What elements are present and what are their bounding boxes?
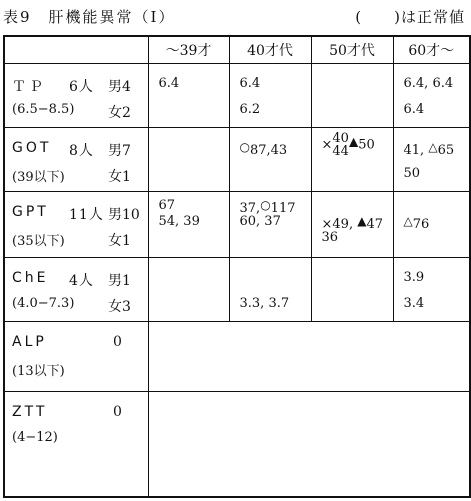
cell-gpt-under-39 bbox=[148, 192, 229, 258]
cell-che-60-plus bbox=[393, 258, 470, 322]
cross-marker-icon: × bbox=[321, 217, 333, 232]
circle-marker-icon: ○ bbox=[260, 198, 271, 212]
item-count: 6人 bbox=[69, 79, 94, 95]
cell-value: 54, 39 bbox=[158, 214, 200, 229]
cell-gpt-40s bbox=[229, 192, 311, 258]
cell-che-50s bbox=[311, 258, 393, 322]
cell-value: 65 bbox=[437, 143, 455, 158]
cell-tp-40s bbox=[229, 64, 311, 128]
item-name: ＴＰ bbox=[12, 79, 46, 95]
cell-value: 6.4, 6.4 bbox=[403, 76, 454, 91]
cell-ztt-empty bbox=[148, 392, 470, 498]
stacked-values bbox=[332, 132, 349, 158]
table-row-tp bbox=[4, 64, 470, 128]
liver-function-table bbox=[3, 35, 471, 498]
item-count: 0 bbox=[113, 404, 122, 420]
male-count: 男4 bbox=[108, 79, 131, 95]
cell-value: 67 bbox=[158, 198, 176, 213]
normal-range: (35以下) bbox=[12, 234, 65, 249]
cell-value: 50 bbox=[358, 137, 375, 153]
female-count: 女1 bbox=[108, 169, 131, 185]
cell-gpt-60-plus bbox=[393, 192, 470, 258]
cell-value: 40 bbox=[332, 131, 349, 146]
col-header-60-plus: 60才〜 bbox=[393, 36, 470, 64]
row-label-ztt bbox=[4, 392, 148, 498]
item-count: 8人 bbox=[69, 143, 94, 159]
cell-value-line bbox=[404, 140, 455, 158]
triangle-filled-marker-icon: ▲ bbox=[348, 134, 359, 149]
row-label-che bbox=[4, 258, 148, 322]
male-count: 男1 bbox=[108, 273, 131, 289]
item-name: GOT bbox=[12, 140, 52, 156]
cell-che-under-39 bbox=[148, 258, 229, 322]
cell-value-line bbox=[322, 132, 375, 158]
circle-marker-icon: ○ bbox=[239, 140, 250, 154]
female-count: 女3 bbox=[108, 299, 131, 315]
male-count: 男10 bbox=[108, 207, 140, 223]
cell-value: 60, 37 bbox=[239, 214, 281, 229]
cross-marker-icon: × bbox=[321, 137, 333, 153]
cell-value: 47 bbox=[366, 217, 384, 232]
normal-range: (39以下) bbox=[12, 170, 65, 185]
table-row-alp bbox=[4, 322, 470, 392]
cell-value: 6.4 bbox=[403, 102, 425, 117]
col-header-under-39: 〜39才 bbox=[148, 36, 229, 64]
cell-value: 3.4 bbox=[403, 296, 425, 311]
triangle-outline-marker-icon: △ bbox=[403, 214, 413, 228]
cell-tp-60-plus bbox=[393, 64, 470, 128]
item-name: ChE bbox=[12, 270, 49, 286]
triangle-outline-marker-icon: △ bbox=[428, 140, 438, 154]
cell-value: 6.4 bbox=[239, 76, 261, 91]
cell-value: 117 bbox=[270, 201, 296, 216]
cell-tp-50s bbox=[311, 64, 393, 128]
cell-value: 36 bbox=[321, 230, 339, 245]
table-row-che bbox=[4, 258, 470, 322]
cell-alp-empty bbox=[148, 322, 470, 392]
item-count: 0 bbox=[113, 334, 122, 350]
cell-tp-under-39 bbox=[148, 64, 229, 128]
item-name: ALP bbox=[12, 334, 47, 350]
cell-got-40s bbox=[229, 128, 311, 192]
item-count: 11人 bbox=[69, 207, 104, 223]
cell-che-40s bbox=[229, 258, 311, 322]
table-row-ztt bbox=[4, 392, 470, 498]
row-label-alp bbox=[4, 322, 148, 392]
normal-range: (13以下) bbox=[12, 364, 65, 379]
cell-value: 87,43 bbox=[249, 143, 288, 158]
cell-got-60-plus bbox=[393, 128, 470, 192]
normal-range: (6.5−8.5) bbox=[12, 102, 75, 117]
item-name: ZTT bbox=[12, 404, 48, 420]
header-row bbox=[4, 36, 470, 64]
normal-range: (4.0−7.3) bbox=[12, 296, 75, 311]
cell-value: 50 bbox=[403, 166, 421, 181]
table-row-got bbox=[4, 128, 470, 192]
col-header-50s: 50才代 bbox=[311, 36, 393, 64]
normal-range: (4−12) bbox=[12, 430, 58, 445]
cell-gpt-50s bbox=[311, 192, 393, 258]
cell-value-line bbox=[404, 214, 430, 232]
cell-value-line bbox=[240, 140, 288, 158]
table-title: 表9 肝機能異常（Ⅰ） bbox=[3, 8, 176, 26]
title-bar bbox=[0, 0, 471, 30]
female-count: 女2 bbox=[108, 105, 131, 121]
cell-got-50s bbox=[311, 128, 393, 192]
item-count: 4人 bbox=[69, 273, 94, 289]
cell-value: 3.9 bbox=[403, 270, 425, 285]
cell-value: 76 bbox=[412, 217, 430, 232]
cell-value: 49, bbox=[332, 217, 354, 232]
corner-cell bbox=[4, 36, 148, 64]
row-label-tp bbox=[4, 64, 148, 128]
male-count: 男7 bbox=[108, 143, 131, 159]
cell-value: 6.4 bbox=[158, 76, 180, 91]
cell-value: 6.2 bbox=[239, 102, 261, 117]
cell-value: 3.3, 3.7 bbox=[239, 296, 290, 311]
row-label-got bbox=[4, 128, 148, 192]
cell-value: 44 bbox=[332, 144, 349, 159]
row-label-gpt bbox=[4, 192, 148, 258]
normal-value-note: ( )は正常値 bbox=[355, 8, 465, 26]
table-row-gpt bbox=[4, 192, 470, 258]
item-name: GPT bbox=[12, 204, 49, 220]
col-header-40s: 40才代 bbox=[229, 36, 311, 64]
cell-got-under-39 bbox=[148, 128, 229, 192]
female-count: 女1 bbox=[108, 233, 131, 249]
cell-value: 37, bbox=[239, 201, 261, 216]
triangle-filled-marker-icon: ▲ bbox=[357, 214, 367, 228]
cell-value: 41, bbox=[403, 143, 425, 158]
